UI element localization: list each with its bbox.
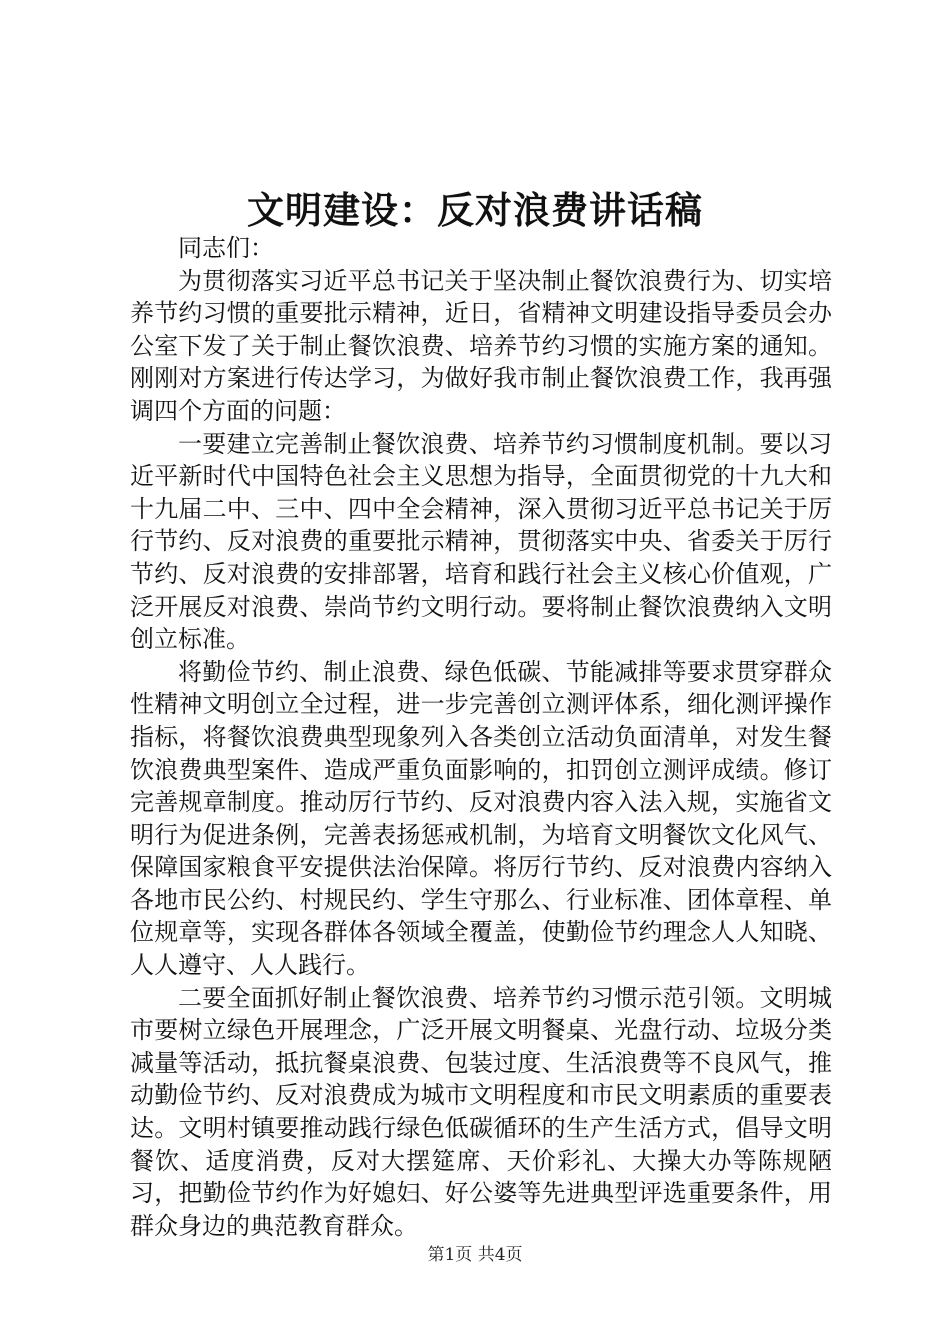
paragraph-standards: 将勤俭节约、制止浪费、绿色低碳、节能减排等要求贯穿群众性精神文明创立全过程，进一步完善创立测评体系，细化测评操作指标，将餐饮浪费典型现象列入各类创立活动负面清单，对发生餐饮浪费典型案件、造成严重负面影响的，扣罚创立测评成绩。修订完善规章制度。推动厉行节约、反对浪费内容入法入规，实施省文明行为促进条例，完善表扬惩戒机制，为培育文明餐饮文化风气、保障国家粮食平安提供法治保障。将厉行节约、反对浪费内容纳入各地市民公约、村规民约、学生守那么、行业标准、团体章程、单位规章等，实现各群体各领域全覆盖，使勤俭节约理念人人知晓、人人遵守、人人践行。 (130, 657, 832, 980)
document-title: 文明建设：反对浪费讲话稿 (247, 188, 703, 232)
paragraph-point-one: 一要建立完善制止餐饮浪费、培养节约习惯制度机制。要以习近平新时代中国特色社会主义思想为指导，全面贯彻党的十九大和十九届二中、三中、四中全会精神，深入贯彻习近平总书记关于厉行节约、反对浪费的重要批示精神，贯彻落实中央、省委关于厉行节约、反对浪费的安排部署，培育和践行社会主义核心价值观，广泛开展反对浪费、崇尚节约文明行动。要将制止餐饮浪费纳入文明创立标准。 (130, 429, 832, 654)
paragraph-point-two: 二要全面抓好制止餐饮浪费、培养节约习惯示范引领。文明城市要树立绿色开展理念，广泛开展文明餐桌、光盘行动、垃圾分类减量等活动，抵抗餐桌浪费、包装过度、生活浪费等不良风气，推动勤俭节约、反对浪费成为城市文明程度和市民文明素质的重要表达。文明村镇要推动践行绿色低碳循环的生产生活方式，倡导文明餐饮、适度消费，反对大摆筵席、天价彩礼、大操大办等陈规陋习，把勤俭节约作为好媳妇、好公婆等先进典型评选重要条件，用群众身边的典范教育群众。 (130, 983, 832, 1240)
document-body (130, 232, 832, 1242)
page-number-footer: 第1页 共4页 (427, 1245, 523, 1265)
paragraph-intro: 为贯彻落实习近平总书记关于坚决制止餐饮浪费行为、切实培养节约习惯的重要批示精神，近日，省精神文明建设指导委员会办公室下发了关于制止餐饮浪费、培养节约习惯的实施方案的通知。刚刚对方案进行传达学习，为做好我市制止餐饮浪费工作，我再强调四个方面的问题： (130, 266, 832, 425)
salutation: 同志们： (178, 234, 274, 262)
